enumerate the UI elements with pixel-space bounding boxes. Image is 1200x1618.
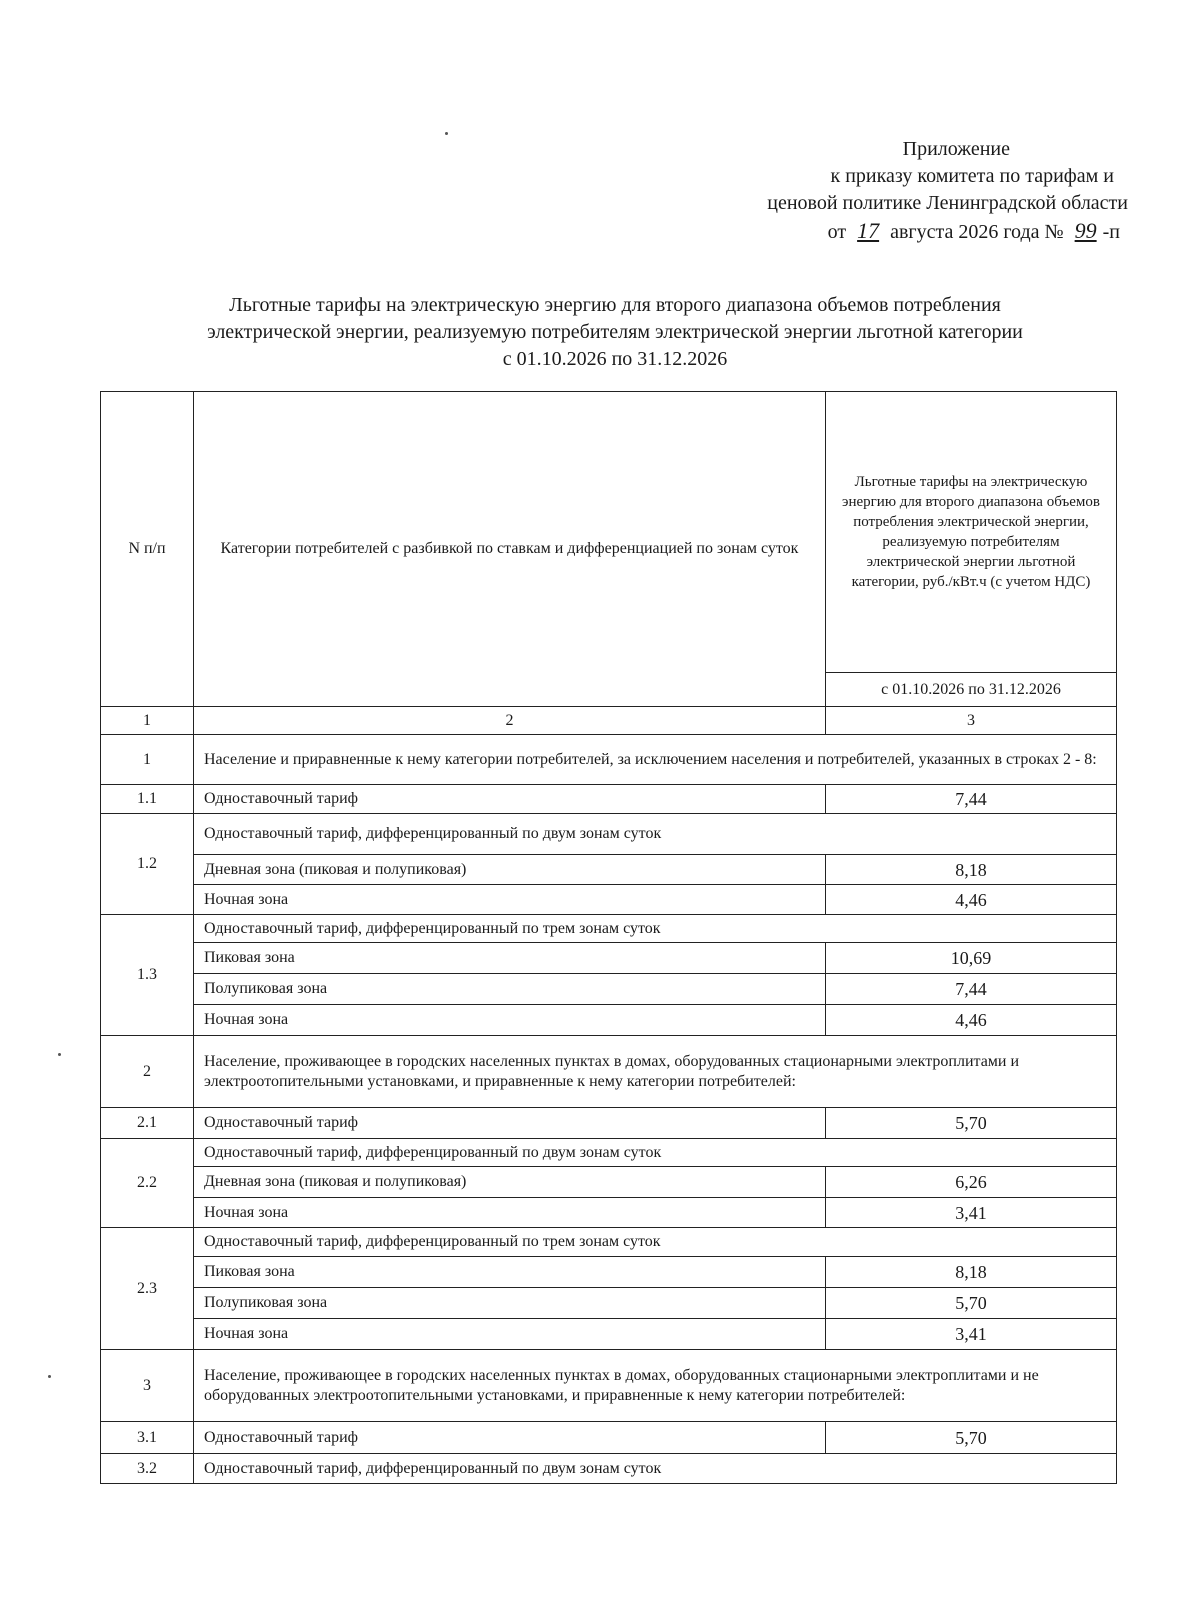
row-category: Одноставочный тариф, дифференцированный по трем зонам суток <box>194 915 1117 943</box>
row-zone-label: Дневная зона (пиковая и полупиковая) <box>194 855 826 885</box>
row-value: 7,44 <box>826 785 1117 814</box>
row-zone-label: Полупиковая зона <box>194 974 826 1005</box>
row-zone-label: Ночная зона <box>194 1005 826 1036</box>
row-category: Одноставочный тариф <box>194 1422 826 1454</box>
header-number: N п/п <box>101 392 194 707</box>
title-line-1: Льготные тарифы на электрическую энергию для второго диапазона объемов потребления <box>229 294 1001 316</box>
table-row <box>101 1319 1117 1350</box>
table-row <box>101 1288 1117 1319</box>
title-line-3: с 01.10.2026 по 31.12.2026 <box>502 348 728 370</box>
row-category: Население, проживающее в городских населенных пунктах в домах, оборудованных стационарными электроплитами и электроотопительными установками, и приравненные к нему категории потребителей: <box>194 1036 1117 1108</box>
table-row <box>101 1167 1117 1198</box>
scan-speck <box>445 132 448 135</box>
annex-line-3: ценовой политике Ленинградской области <box>767 192 1128 214</box>
row-value: 8,18 <box>826 855 1117 885</box>
row-value: 5,70 <box>826 1108 1117 1139</box>
table-row <box>101 1350 1117 1422</box>
header-category: Категории потребителей с разбивкой по ставкам и дифференциацией по зонам суток <box>194 392 826 707</box>
row-number: 1.1 <box>101 785 194 814</box>
column-number-row <box>101 707 1117 735</box>
table-row <box>101 814 1117 855</box>
row-number: 1.2 <box>101 814 194 915</box>
header-period: с 01.10.2026 по 31.12.2026 <box>826 673 1117 707</box>
table-row <box>101 785 1117 814</box>
row-number: 1 <box>101 735 194 785</box>
order-number: 99 <box>1074 218 1097 243</box>
annex-line-1: Приложение <box>902 138 1010 160</box>
table-row <box>101 974 1117 1005</box>
row-number: 2.2 <box>101 1139 194 1228</box>
row-category: Одноставочный тариф, дифференцированный по двум зонам суток <box>194 1454 1117 1484</box>
table-row <box>101 1139 1117 1167</box>
title-line-2: электрической энергии, реализуемую потребителям электрической энергии льготной категории <box>207 321 1023 343</box>
table-row <box>101 1228 1117 1257</box>
row-value: 7,44 <box>826 974 1117 1005</box>
scan-speck <box>48 1375 51 1378</box>
table-row <box>101 1198 1117 1228</box>
table-row <box>101 1108 1117 1139</box>
row-number: 2.1 <box>101 1108 194 1139</box>
table-row <box>101 885 1117 915</box>
row-zone-label: Ночная зона <box>194 885 826 915</box>
table-row <box>101 943 1117 974</box>
row-category: Одноставочный тариф <box>194 785 826 814</box>
table-row <box>101 1422 1117 1454</box>
row-category: Одноставочный тариф, дифференцированный по трем зонам суток <box>194 1228 1117 1257</box>
row-value: 3,41 <box>826 1198 1117 1228</box>
table-header-row <box>101 392 1117 673</box>
row-value: 5,70 <box>826 1288 1117 1319</box>
tariff-table <box>100 391 1117 1484</box>
date-prefix: от <box>827 221 847 243</box>
row-zone-label: Пиковая зона <box>194 943 826 974</box>
row-value: 5,70 <box>826 1422 1117 1454</box>
row-number: 3 <box>101 1350 194 1422</box>
row-value: 3,41 <box>826 1319 1117 1350</box>
row-number: 2 <box>101 1036 194 1108</box>
column-number-1: 1 <box>101 707 194 735</box>
row-number: 3.1 <box>101 1422 194 1454</box>
row-zone-label: Дневная зона (пиковая и полупиковая) <box>194 1167 826 1198</box>
number-suffix: -п <box>1102 221 1120 243</box>
header-tariff: Льготные тарифы на электрическую энергию для второго диапазона объемов потребления электрической энергии, реализуемую потребителям электрической энергии льготной категории, руб./кВт.ч (с учетом НДС) <box>826 392 1117 673</box>
table-row <box>101 735 1117 785</box>
row-number: 2.3 <box>101 1228 194 1350</box>
table-row <box>101 1454 1117 1484</box>
column-number-2: 2 <box>194 707 826 735</box>
document-title <box>100 292 1130 373</box>
date-middle: августа 2026 года № <box>890 221 1064 243</box>
row-number: 1.3 <box>101 915 194 1036</box>
table-row <box>101 1005 1117 1036</box>
annex-header <box>620 136 1128 246</box>
row-zone-label: Полупиковая зона <box>194 1288 826 1319</box>
scan-speck <box>58 1053 61 1056</box>
table-row <box>101 855 1117 885</box>
annex-date-line <box>620 217 1128 246</box>
row-zone-label: Ночная зона <box>194 1198 826 1228</box>
annex-line-2: к приказу комитета по тарифам и <box>830 165 1114 187</box>
row-zone-label: Ночная зона <box>194 1319 826 1350</box>
row-category: Одноставочный тариф, дифференцированный по двум зонам суток <box>194 814 1117 855</box>
column-number-3: 3 <box>826 707 1117 735</box>
row-category: Одноставочный тариф <box>194 1108 826 1139</box>
row-value: 4,46 <box>826 885 1117 915</box>
row-number: 3.2 <box>101 1454 194 1484</box>
row-category: Население, проживающее в городских населенных пунктах в домах, оборудованных стационарными электроплитами и не оборудованных электроотопительными установками, и приравненные к нему категории потребителей: <box>194 1350 1117 1422</box>
row-value: 6,26 <box>826 1167 1117 1198</box>
row-value: 10,69 <box>826 943 1117 974</box>
row-zone-label: Пиковая зона <box>194 1257 826 1288</box>
row-value: 4,46 <box>826 1005 1117 1036</box>
table-row <box>101 1257 1117 1288</box>
row-value: 8,18 <box>826 1257 1117 1288</box>
order-day: 17 <box>857 218 880 243</box>
table-row <box>101 915 1117 943</box>
row-category: Население и приравненные к нему категории потребителей, за исключением населения и потребителей, указанных в строках 2 - 8: <box>194 735 1117 785</box>
table-row <box>101 1036 1117 1108</box>
row-category: Одноставочный тариф, дифференцированный по двум зонам суток <box>194 1139 1117 1167</box>
